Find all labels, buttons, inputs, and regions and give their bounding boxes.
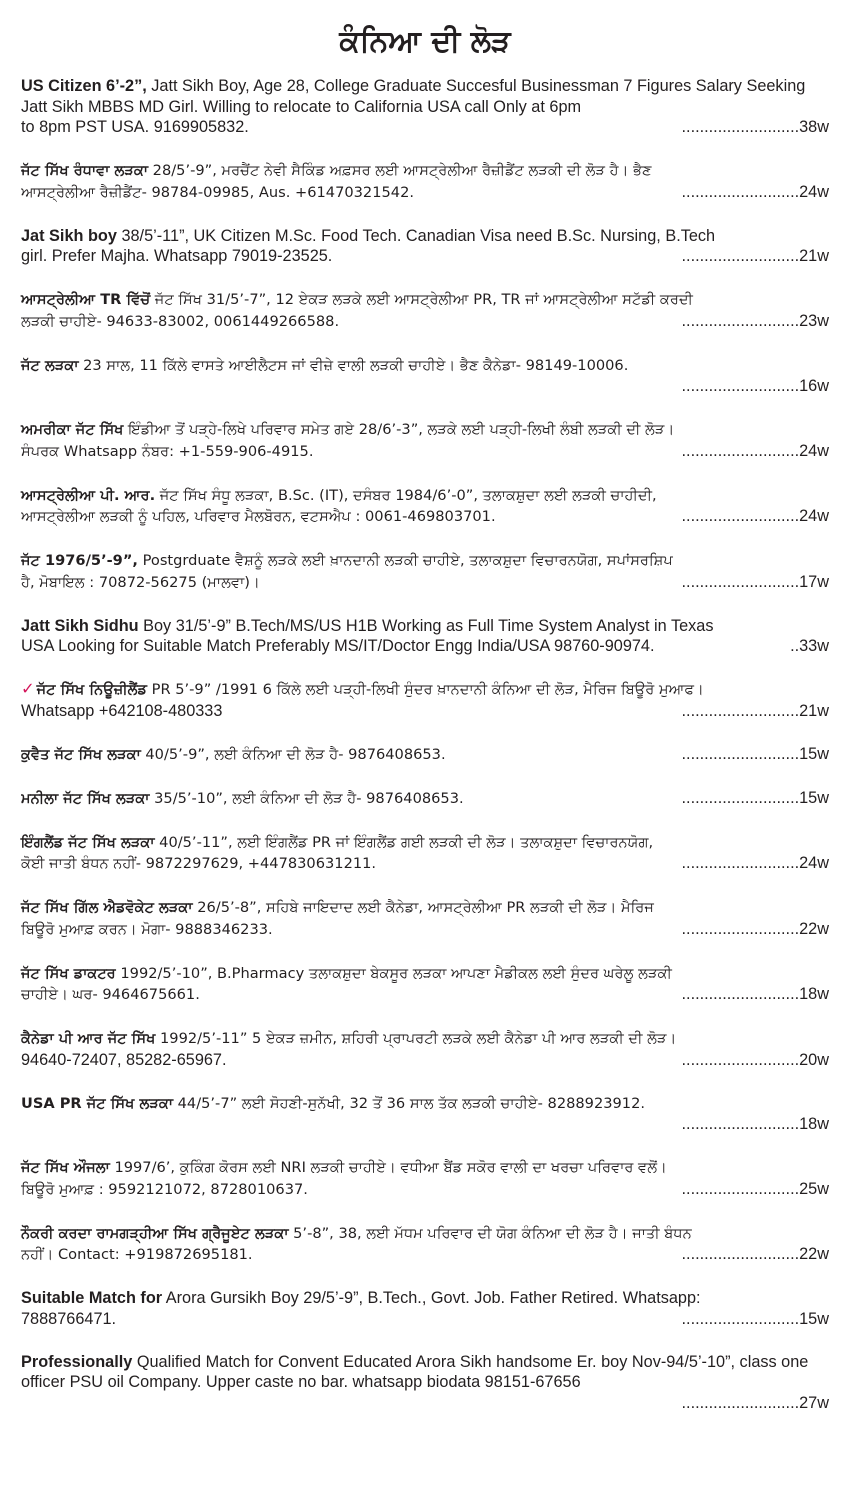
ad-body [21,1093,829,1115]
ad-tail-text: ਕੋਈ ਜਾਤੀ ਬੰਧਨ ਨਹੀਂ- 9872297629, +447830631211. [21,855,377,872]
ad-tail-row [21,984,829,1006]
ad-lead: ਅਮਰੀਕਾ ਜੱਟ ਸਿੱਖ [21,421,124,438]
ad-body [21,355,829,377]
ad-lead: ਜੱਟ ਸਿੱਖ ਰੰਧਾਵਾ ਲੜਕਾ [21,162,149,179]
ad-lead: ਜੱਟ 1976/5’-9”, [21,552,138,569]
ad-text: ਇੰਡੀਆ ਤੋਂ ਪੜ੍ਹੇ-ਲਿਖੇ ਪਰਿਵਾਰ ਸਮੇਤ ਗਏ 28/6’-3”, ਲੜਕੇ ਲਈ ਪੜ੍ਹੀ-ਲਿਖੀ ਲੰਬੀ ਲੜਕੀ ਦੀ ਲੋੜ। [123,421,675,438]
ad-text: Postgrduate ਵੈਸ਼ਨੂੰ ਲੜਕੇ ਲਈ ਖ਼ਾਨਦਾਨੀ ਲੜਕੀ ਚਾਹੀਏ, ਤਲਾਕਸ਼ੁਦਾ ਵਿਚਾਰਨਯੋਗ, ਸਪਾਂਸਰਸ਼ਿਪ [137,552,673,569]
ad-lead: ਆਸਟ੍ਰੇਲੀਆ TR ਵਿੱਚੋਂ [21,291,151,308]
ad-tail-row [21,1050,829,1071]
ad-lead: ਇੰਗਲੈਂਡ ਜੱਟ ਸਿੱਖ ਲੜਕਾ [21,833,155,851]
ad-tail-text: ਬਿਊਰੋ ਮੁਆਫ਼ ਕਰਨ। ਮੋਗਾ- 9888346233. [21,920,273,938]
classified-ad [21,226,829,267]
classified-ad [21,744,829,766]
ad-code: ..........................17w [681,572,829,591]
ad-body [21,1223,829,1245]
classified-ad [21,1223,829,1266]
ad-code: ..........................38w [681,118,829,136]
ad-code: ..........................18w [681,985,829,1003]
ad-text: ਜੱਟ ਸਿੱਖ ਸੰਧੂ ਲੜਕਾ, B.Sc. (IT), ਦਸੰਬਰ 1984/6’-0”, ਤਲਾਕਸ਼ੁਦਾ ਲਈ ਲੜਕੀ ਚਾਹੀਦੀ, [155,486,657,504]
ad-code: ..........................16w [681,377,829,395]
ad-body [21,1352,829,1393]
ad-tail-row [21,1179,829,1201]
ad-lead: Suitable Match for [21,1289,163,1307]
ad-lead: ਜੱਟ ਸਿੱਖ ਗਿੱਲ ਐਡਵੋਕੇਟ ਲੜਕਾ [21,899,193,916]
classified-ad [21,963,829,1006]
ad-code: ..........................23w [681,311,829,330]
ad-code: ..........................25w [681,1179,829,1198]
ad-code: ..........................15w [681,788,829,807]
ad-code: ..........................15w [681,1309,829,1328]
ad-tail-text: to 8pm PST USA. 9169905832. [21,118,249,136]
ad-code: ..........................15w [681,744,829,763]
ad-tail-row [21,744,829,766]
classified-ad [21,832,829,875]
ad-tail-text: ਲੜਕੀ ਚਾਹੀਏ- 94633-83002, 0061449266588. [21,312,340,330]
classified-ad [21,788,829,810]
classified-ad [21,485,829,528]
ad-tail-row [21,853,829,875]
ad-text: ਜੱਟ ਸਿੱਖ 31/5’-7”, 12 ਏਕੜ ਲੜਕੇ ਲਈ ਆਸਟ੍ਰੇਲੀਆ PR, TR ਜਾਂ ਆਸਟ੍ਰੇਲੀਆ ਸਟੱਡੀ ਕਰਦੀ [150,291,693,308]
ad-code: ..........................27w [681,1393,829,1412]
ad-lead: USA PR ਜੱਟ ਸਿੱਖ ਲੜਕਾ [21,1094,173,1112]
ad-lead: ਮਨੀਲਾ ਜੱਟ ਸਿੱਖ ਲੜਕਾ [21,789,150,807]
ad-body [21,1028,829,1050]
ad-lead: ਜੱਟ ਸਿੱਖ ਔਜਲਾ [21,1159,110,1176]
ad-tail-row [21,441,829,463]
page-title: ਕੰਨਿਆ ਦੀ ਲੋੜ [339,24,511,59]
ad-code: ..........................24w [681,854,829,872]
ad-tail-text: ਚਾਹੀਏ। ਘਰ- 9464675661. [21,986,200,1003]
ad-code: ..........................22w [681,1245,829,1263]
ad-lead: Professionally [21,1352,133,1371]
ad-tail-text: ਨਹੀਂ। Contact: +919872695181. [21,1246,253,1263]
classified-ad [21,76,829,138]
ad-tail-text: ਆਸਟ੍ਰੇਲੀਆ ਰੈਜ਼ੀਡੈਂਟ- 98784-09985, Aus. +61470321542. [21,183,414,201]
ad-tail-row [21,1114,829,1135]
ad-tail-row [21,117,829,138]
ad-lead: Jatt Sikh Sidhu [21,616,139,635]
ad-tail-text: ਸੰਪਰਕ Whatsapp ਨੰਬਰ: +1-559-906-4915. [21,442,314,460]
classified-ad [21,679,829,721]
ad-text: Qualified Match for Convent Educated Arora Sikh handsome Er. boy Nov-94/5’-10”, class one officer PSU oil Company. Upper caste no bar. whatsapp biodata 98151-67656 [21,1352,809,1391]
ad-text: 5’-8”, 38, ਲਈ ਮੱਧਮ ਪਰਿਵਾਰ ਦੀ ਯੋਗ ਕੰਨਿਆ ਦੀ ਲੋੜ ਹੈ। ਜਾਤੀ ਬੰਧਨ [288,1224,692,1242]
ad-body [21,832,829,854]
ad-tail-text: girl. Prefer Majha. Whatsapp 79019-23525. [21,247,333,265]
ad-tail-row [21,1244,829,1266]
ad-tail-text: Whatsapp +642108-480333 [21,701,223,720]
classified-ad [21,616,829,657]
ad-lead: ਜੱਟ ਸਿੱਖ ਡਾਕਟਰ [21,964,116,982]
ad-lead: ਆਸਟ੍ਰੇਲੀਆ ਪੀ. ਆਰ. [21,486,156,504]
ad-text: 44/5’-7” ਲਈ ਸੋਹਣੀ-ਸੁਨੱਖੀ, 32 ਤੋਂ 36 ਸਾਲ ਤੱਕ ਲੜਕੀ ਚਾਹੀਏ- 8288923912. [173,1094,646,1112]
ad-tail-text: 40/5’-9”, ਲਈ ਕੰਨਿਆ ਦੀ ਲੋੜ ਹੈ- 9876408653. [140,745,446,763]
checkmark-icon: ✓ [21,680,35,698]
ad-code: ..........................18w [681,1115,829,1133]
ad-code: ..........................21w [681,701,829,720]
ad-body [21,160,829,182]
ad-tail-row [21,311,829,333]
ad-tail-row [21,506,829,528]
ad-tail-row [21,919,829,941]
ad-lead: US Citizen 6’-2”, [21,77,147,95]
ad-text: 40/5’-11”, ਲਈ ਇੰਗਲੈਂਡ PR ਜਾਂ ਇੰਗਲੈਂਡ ਗਈ ਲੜਕੀ ਦੀ ਲੋੜ। ਤਲਾਕਸ਼ੁਦਾ ਵਿਚਾਰਨਯੋਗ, [154,833,654,851]
classified-ad [21,1093,829,1135]
ad-body [21,289,829,311]
classified-ad [21,1352,829,1414]
ad-tail-row [21,1309,829,1330]
ad-text: 1992/5’-10”, B.Pharmacy ਤਲਾਕਸ਼ੁਦਾ ਬੇਕਸੂਰ ਲੜਕਾ ਆਪਣਾ ਮੈਡੀਕਲ ਲਈ ਸੁੰਦਰ ਘਰੇਲੂ ਲੜਕੀ [115,964,672,982]
classified-ad [21,1028,829,1070]
ad-code: ..........................20w [681,1050,829,1069]
ad-tail-text: 94640-72407, 85282-65967. [21,1050,227,1069]
ad-text: 38/5’-11”, UK Citizen M.Sc. Food Tech. Canadian Visa need B.Sc. Nursing, B.Tech [116,226,716,245]
ad-text: 23 ਸਾਲ, 11 ਕਿੱਲੇ ਵਾਸਤੇ ਆਈਲੈਟਸ ਜਾਂ ਵੀਜ਼ੇ ਵਾਲੀ ਲੜਕੀ ਚਾਹੀਏ। ਭੈਣ ਕੈਨੇਡਾ- 98149-10006. [78,356,629,374]
classified-ad [21,550,829,593]
classified-ad [21,1288,829,1329]
ad-lead: ਜੱਟ ਲੜਕਾ [21,356,79,374]
classified-ad [21,419,829,462]
ad-lead: Jat Sikh boy [21,226,117,245]
classified-ad [21,1157,829,1200]
ad-tail-row [21,572,829,594]
ad-code: ..........................21w [681,247,829,265]
ad-body [21,76,829,117]
ad-text: Jatt Sikh Boy, Age 28, College Graduate Succesful Businessman 7 Figures Salary Seeking Jatt Sikh MBBS MD Girl. Willing to relocate to California USA call Only at 6pm [21,77,806,116]
ad-body [21,1157,829,1179]
ad-body [21,1288,829,1309]
ad-code: ..........................22w [681,919,829,938]
ad-lead: ਨੌਕਰੀ ਕਰਦਾ ਰਾਮਗੜ੍ਹੀਆ ਸਿੱਖ ਗ੍ਰੈਜੂਏਟ ਲੜਕਾ [21,1224,289,1242]
ad-tail-row [21,182,829,204]
ad-lead: ਜੱਟ ਸਿੱਖ ਨਿਊਜ਼ੀਲੈਂਡ [36,681,148,698]
ad-code: ..33w [790,637,829,655]
ad-text: 1992/5’-11” 5 ਏਕੜ ਜ਼ਮੀਨ, ਸ਼ਹਿਰੀ ਪ੍ਰਾਪਰਟੀ ਲੜਕੇ ਲਈ ਕੈਨੇਡਾ ਪੀ ਆਰ ਲੜਕੀ ਦੀ ਲੋੜ। [155,1030,677,1047]
ad-lead: ਕੁਵੈਤ ਜੱਟ ਸਿੱਖ ਲੜਕਾ [21,745,141,763]
ads-list [21,76,829,1413]
ad-text: PR 5’-9” /1991 6 ਕਿੱਲੇ ਲਈ ਪੜ੍ਹੀ-ਲਿਖੀ ਸੁੰਦਰ ਖ਼ਾਨਦਾਨੀ ਕੰਨਿਆ ਦੀ ਲੋੜ, ਮੈਰਿਜ ਬਿਊਰੋ ਮੁਆਫ। [147,681,704,698]
ad-text: Boy 31/5’-9” B.Tech/MS/US H1B Working as Full Time System Analyst in Texas [138,616,714,635]
ad-tail-row [21,788,829,810]
ad-text: Arora Gursikh Boy 29/5’-9”, B.Tech., Govt. Job. Father Retired. Whatsapp: [162,1289,701,1307]
classified-ad [21,355,829,397]
ad-tail-row [21,1393,829,1414]
classified-ad [21,289,829,332]
ad-body [21,419,829,441]
ad-body [21,963,829,985]
ad-text: 28/5’-9”, ਮਰਚੈਂਟ ਨੇਵੀ ਸੈਕਿੰਡ ਅਫ਼ਸਰ ਲਈ ਆਸਟ੍ਰੇਲੀਆ ਰੈਜ਼ੀਡੈਂਟ ਲੜਕੀ ਦੀ ਲੋੜ ਹੈ। ਭੈਣ [148,162,652,179]
ad-tail-text: ਆਸਟ੍ਰੇਲੀਆ ਲੜਕੀ ਨੂੰ ਪਹਿਲ, ਪਰਿਵਾਰ ਮੈਲਬੋਰਨ, ਵਟਸਐਪ : 0061-469803701. [21,508,496,525]
ad-body [21,616,829,637]
ad-body [21,897,829,919]
ad-tail-row [21,701,829,722]
classified-ad [21,160,829,203]
ad-tail-row [21,246,829,267]
ad-tail-text: 7888766471. [21,1309,117,1328]
ad-lead: ਕੈਨੇਡਾ ਪੀ ਆਰ ਜੱਟ ਸਿੱਖ [21,1030,156,1047]
ad-tail-row [21,636,829,657]
ad-text: 1997/6’, ਕੁਕਿੰਗ ਕੋਰਸ ਲਈ NRI ਲੜਕੀ ਚਾਹੀਏ। ਵਧੀਆ ਬੈਂਡ ਸਕੋਰ ਵਾਲੀ ਦਾ ਖਰਚਾ ਪਰਿਵਾਰ ਵਲੋਂ। [109,1159,667,1176]
ad-code: ..........................24w [681,507,829,525]
ad-body [21,226,829,247]
ad-tail-text: ਬਿਊਰੋ ਮੁਆਫ਼ : 9592121072, 8728010637. [21,1180,308,1198]
ad-body [21,550,829,572]
ad-text: 26/5’-8”, ਸਹਿਬੇ ਜਾਇਦਾਦ ਲਈ ਕੈਨੇਡਾ, ਆਸਟ੍ਰੇਲੀਆ PR ਲੜਕੀ ਦੀ ਲੋੜ। ਮੈਰਿਜ [192,899,654,916]
ad-tail-text: 35/5’-10”, ਲਈ ਕੰਨਿਆ ਦੀ ਲੋੜ ਹੈ- 9876408653. [149,789,464,807]
ad-tail-text: USA Looking for Suitable Match Preferably MS/IT/Doctor Engg India/USA 98760-90974. [21,637,655,655]
ad-body [21,679,829,701]
ad-body [21,485,829,507]
ad-code: ..........................24w [681,441,829,460]
classified-ad [21,897,829,940]
ad-tail-text: ਹੈ, ਮੋਬਾਇਲ : 70872-56275 (ਮਾਲਵਾ)। [21,573,260,591]
ad-tail-row [21,376,829,397]
ad-code: ..........................24w [681,182,829,201]
